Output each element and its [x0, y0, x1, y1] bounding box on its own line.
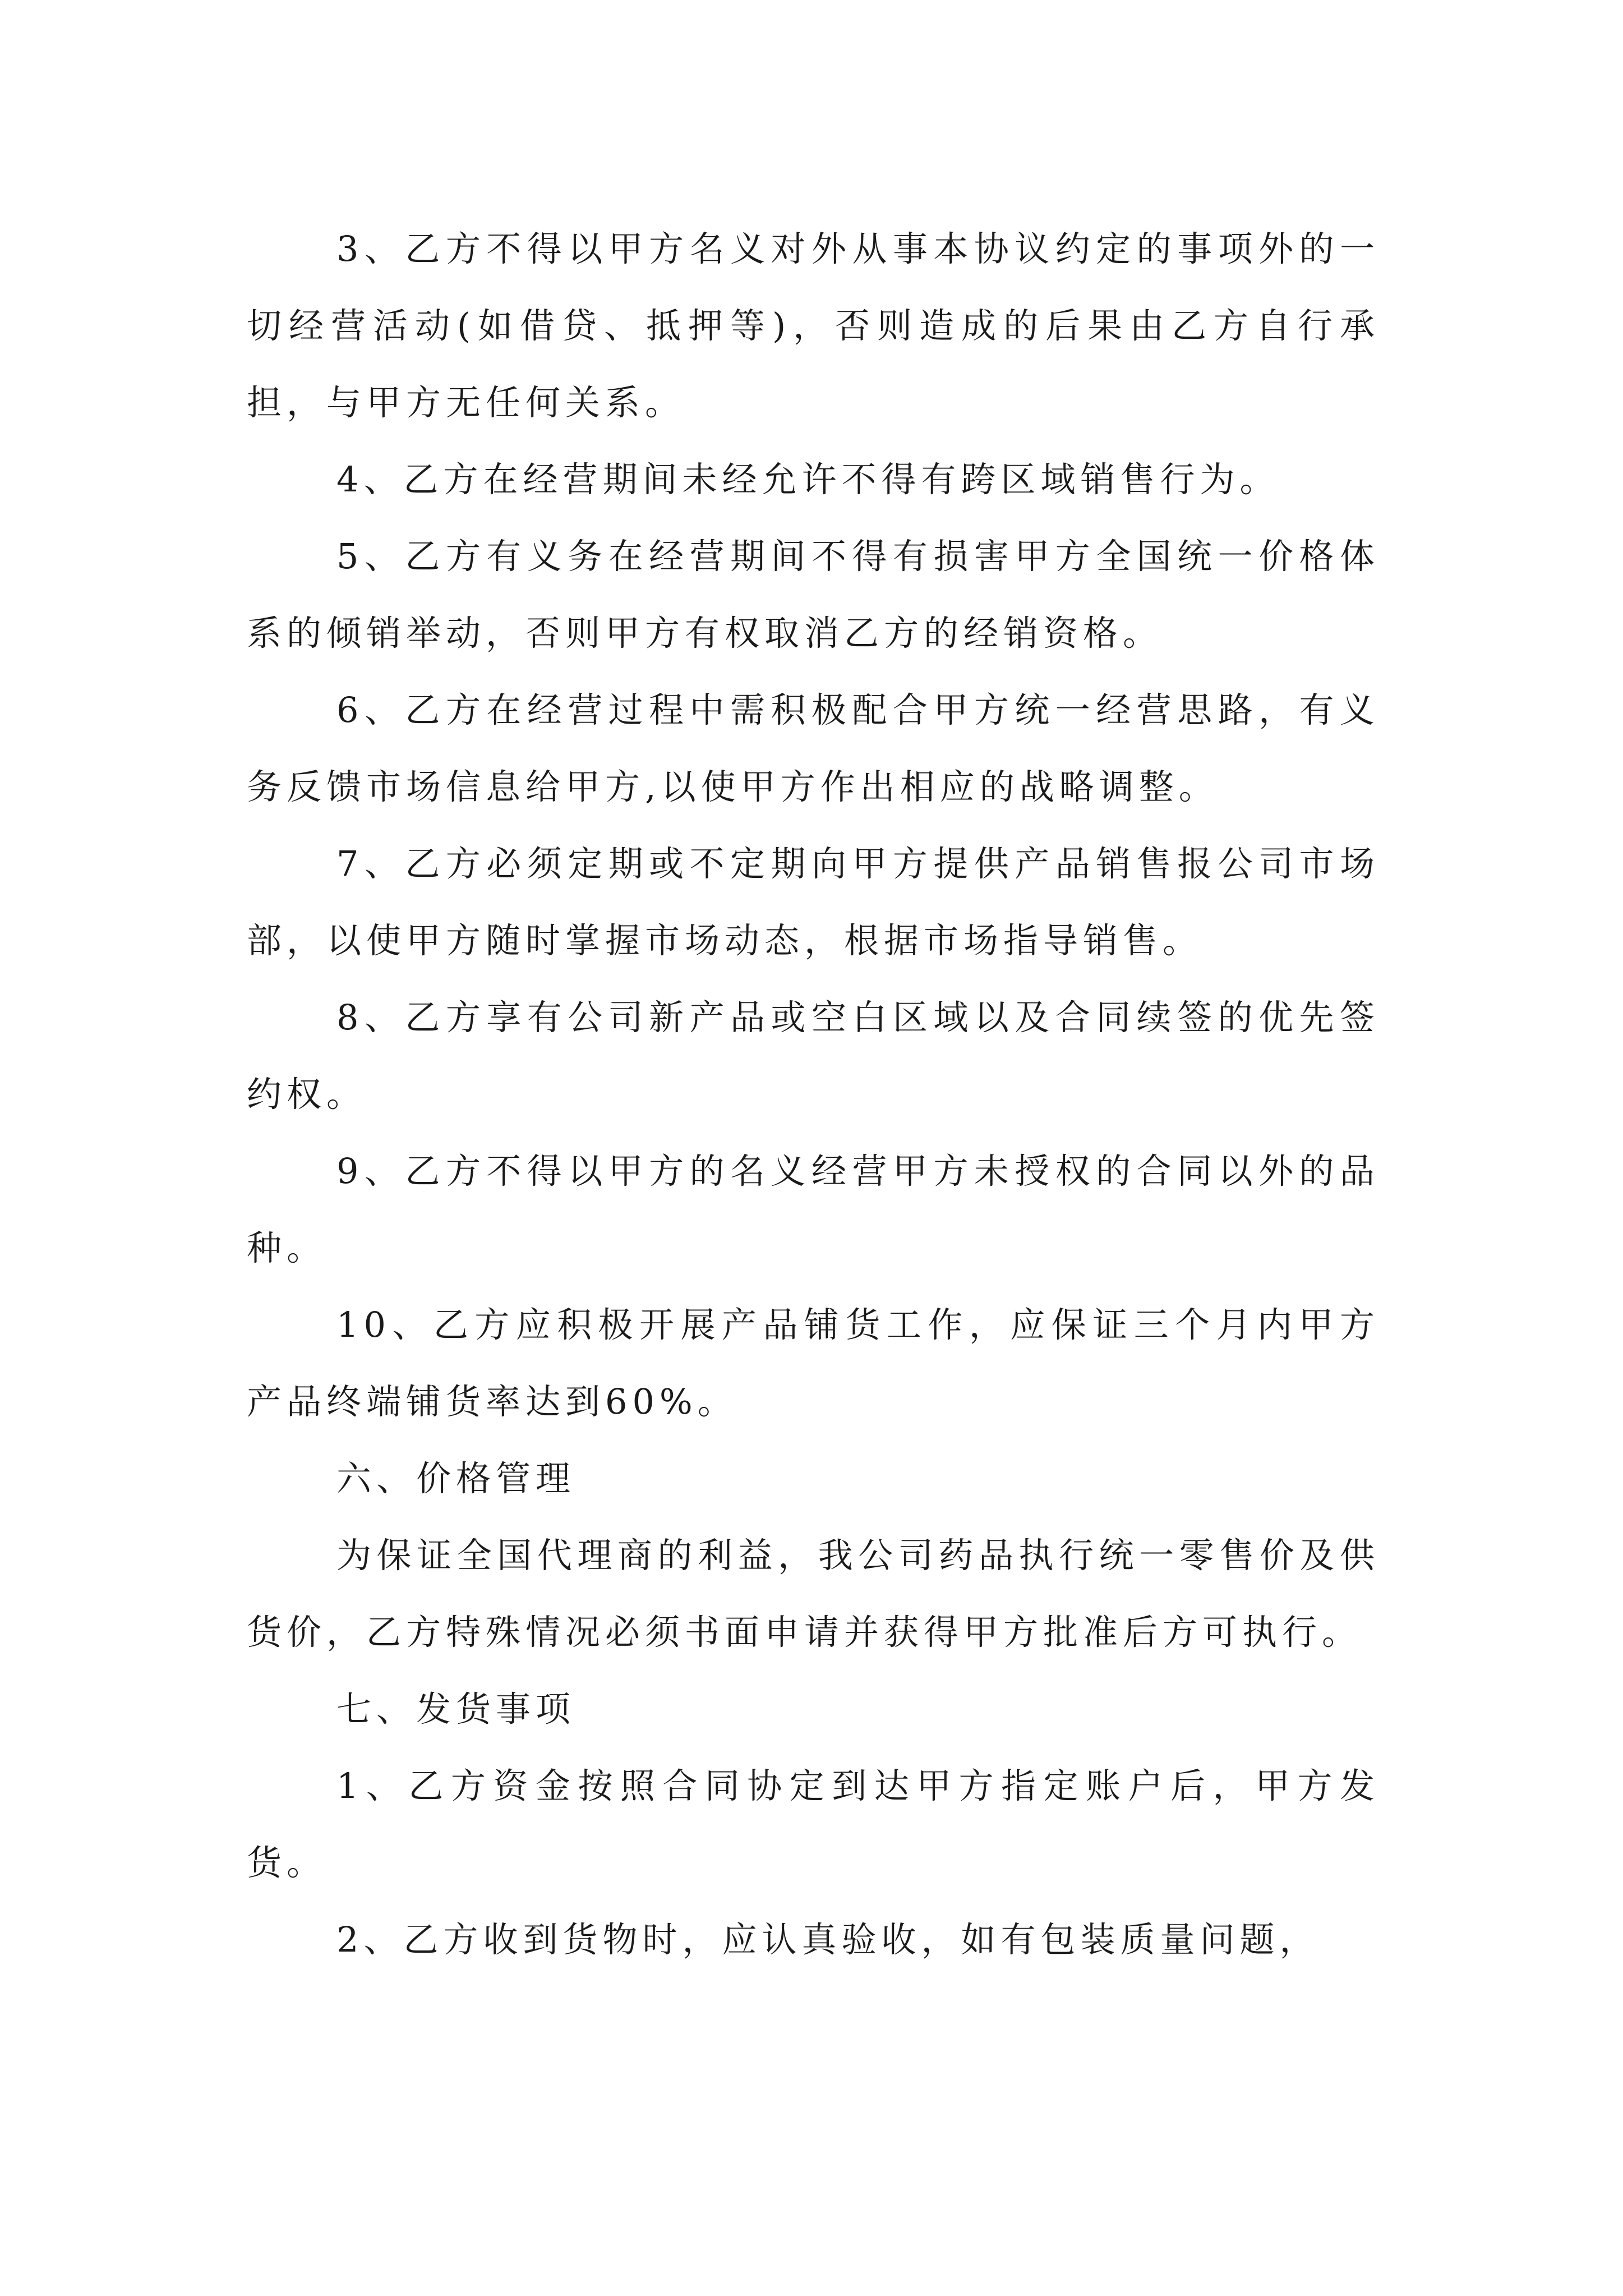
shipping-clause-2: 2、乙方收到货物时，应认真验收，如有包装质量问题， — [336, 1919, 1320, 1960]
clause-4: 4、乙方在经营期间未经允许不得有跨区域销售行为。 — [336, 459, 1280, 500]
clause-10: 10、乙方应积极开展产品铺货工作，应保证三个月内甲方产品终端铺货率达到60%。 — [247, 1304, 1380, 1422]
clause-5: 5、乙方有义务在经营期间不得有损害甲方全国统一价格体系的倾销举动，否则甲方有权取消乙方的经销资格。 — [247, 536, 1380, 654]
clause-9: 9、乙方不得以甲方的名义经营甲方未授权的合同以外的品种。 — [247, 1151, 1380, 1268]
clause-7: 7、乙方必须定期或不定期向甲方提供产品销售报公司市场部，以使甲方随时掌握市场动态，根据市场指导销售。 — [247, 843, 1380, 961]
section-heading-price-management: 六、价格管理 — [336, 1458, 576, 1499]
section-heading-shipping: 七、发货事项 — [336, 1688, 576, 1729]
document-body — [247, 210, 1380, 1978]
clause-6: 6、乙方在经营过程中需积极配合甲方统一经营思路，有义务反馈市场信息给甲方,以使甲方作出相应的战略调整。 — [247, 689, 1380, 807]
shipping-clause-1: 1、乙方资金按照合同协定到达甲方指定账户后，甲方发货。 — [247, 1765, 1380, 1883]
clause-3: 3、乙方不得以甲方名义对外从事本协议约定的事项外的一切经营活动(如借贷、抵押等)，否则造成的后果由乙方自行承担，与甲方无任何关系。 — [247, 228, 1380, 423]
price-management-text: 为保证全国代理商的利益，我公司药品执行统一零售价及供货价，乙方特殊情况必须书面申请并获得甲方批准后方可执行。 — [247, 1535, 1380, 1653]
clause-8: 8、乙方享有公司新产品或空白区域以及合同续签的优先签约权。 — [247, 997, 1380, 1115]
